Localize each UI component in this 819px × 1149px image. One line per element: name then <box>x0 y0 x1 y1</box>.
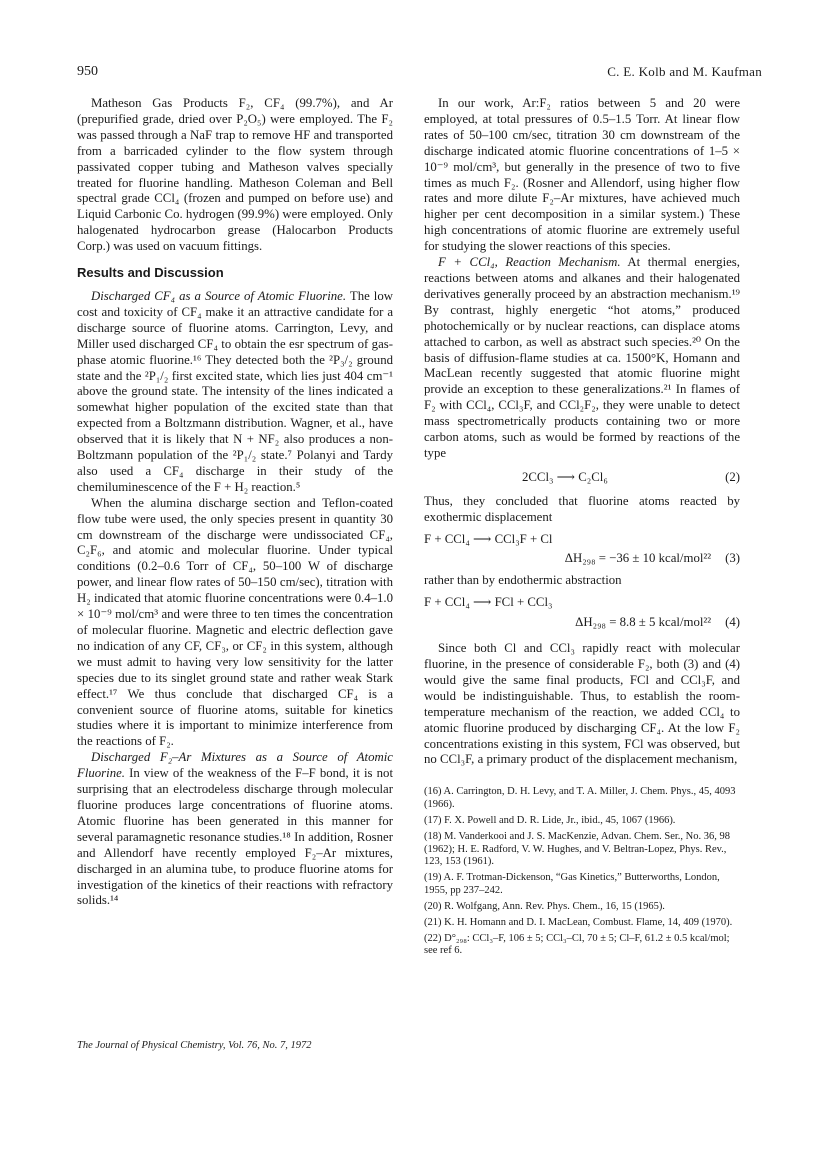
reference-item: (22) D°₂₉₈: CCl₃–F, 106 ± 5; CCl₃–Cl, 70 ± 5; Cl–F, 61.2 ± 0.5 kcal/mol; see ref 6. <box>424 932 730 957</box>
equation-number: (4) <box>725 615 740 630</box>
equation-number: (3) <box>725 551 740 566</box>
paragraph: In our work, Ar:F₂ ratios between 5 and 20 were employed, at total pressures of 0.5–1.5 Torr. At linear flow rates of 50–100 cm/sec, titration 30 cm downstream of the discharge indicated atomic fluorine concentrations of 1–5 × 10⁻⁹ mol/cm³, but generally in the presence of two to five times as much F₂. (Rosner and Allendorf, using higher flow rates and more dilute F₂–Ar mixtures, have achieved much higher per cent decomposition in a similar system.) These high concentrations of atomic fluorine are extremely useful for studying the slower reactions of this species. <box>424 96 740 254</box>
reference-item: (18) M. Vanderkooi and J. S. MacKenzie, Advan. Chem. Ser., No. 36, 98 (1962); H. E. Radford, V. W. Hughes, and V. Beltran-Lopez, Phys. Rev., 123, 153 (1961). <box>424 830 731 868</box>
enthalpy-value: ΔH₂₉₈ = −36 ± 10 kcal/mol²² <box>564 551 712 566</box>
run-in-title: F + CCl₄, Reaction Mechanism. <box>438 255 621 270</box>
paragraph-body: In view of the weakness of the F–F bond, it is not surprising that an electrodeless discharge through molecular fluorine produces large concentrations of fluorine atoms. Atomic fluorine has been generated in this manner for several paramagnetic resonance studies.¹⁸ In addition, Rosner and Allendorf have recently employed F₂–Ar mixtures, discharged in an alumina tube, to produce fluorine atoms for investigation of the kinetics of their reactions with refractory solids.¹⁴ <box>77 766 393 908</box>
equation-3 <box>424 532 740 568</box>
paragraph: Matheson Gas Products F₂, CF₄ (99.7%), and Ar (prepurified grade, dried over P₂O₅) were employed. The F₂ was passed through a NaF trap to remove HF and transported from a barricaded cylinder to the flow system through passivated copper tubing and Matheson valves specially treated for fluorine handling. Matheson Coleman and Bell spectral grade CCl₄ (frozen and pumped on before use) and Liquid Carbonic Co. hydrogen (99.9%) were employed. Only halogenated hydrocarbon grease (Halocarbon Products Corp.) was used on vacuum fittings. <box>77 96 393 254</box>
paragraph: rather than by endothermic abstraction <box>424 573 622 588</box>
right-column <box>424 96 740 961</box>
run-in-title: Discharged CF₄ as a Source of Atomic Fluorine. <box>91 288 347 303</box>
running-head: C. E. Kolb and M. Kaufman <box>607 64 762 79</box>
left-column <box>77 96 393 909</box>
equation-text: F + CCl₄ ⟶ FCl + CCl₃ <box>424 595 553 610</box>
equation-text: 2CCl₃ ⟶ C₂Cl₆ <box>522 469 608 484</box>
enthalpy-value: ΔH₂₉₈ = 8.8 ± 5 kcal/mol²² <box>575 615 712 630</box>
paragraph-body: The low cost and toxicity of CF₄ make it an attractive candidate for a discharge source of fluorine atoms. Carrington, Levy, and Miller used discharged CF₄ to obtain the esr spectrum of gas-phase atomic fluorine.¹⁶ They detected both the ²P₃/₂ ground state and the ²P₁/₂ first excited state, which lies just 404 cm⁻¹ above the ground state. The intensity of the lines indicated a somewhat higher population of the excited state than that expected from a Boltzmann distribution. Wagner, et al., have observed that it is likely that N + NF₂ also produces a non-Boltzmann population of the ²P₁/₂ state.⁷ Polanyi and Tardy also used a CF₄ discharge in their study of the chemiluminescence of the F + H₂ reaction.⁵ <box>77 288 393 494</box>
reference-item: (21) K. H. Homann and D. I. MacLean, Combust. Flame, 14, 409 (1970). <box>424 916 733 928</box>
paragraph: When the alumina discharge section and Teflon-coated flow tube were used, the only species present in quantity 30 cm downstream of the discharge were undissociated CF₄, C₂F₆, and atomic and molecular fluorine. Under typical conditions (0.2–0.6 Torr of CF₄, 50–100 W of discharge power, and linear flow rates of 50–150 cm/sec), titration with H₂ indicated that atomic fluorine concentrations were 0.4–1.0 × 10⁻⁹ mol/cm³ and were three to ten times the concentration of molecular fluorine. Magnetic and electric deflection gave no indication of any CF, CF₃, or CF₂ in this system, although we must admit to having very low sensitivity for the latter species due to its singlet ground state and rather weak Stark effect.¹⁷ We thus conclude that discharged CF₄ is a convenient source of fluorine atoms, suitable for kinetics studies where it is important to minimize interference from the reactions of F₂. <box>77 495 393 749</box>
paragraph-body: At thermal energies, reactions between atoms and alkanes and their halogenated derivatives generally proceed by an abstraction mechanism.¹⁹ By contrast, highly energetic “hot atoms,” produced photochemically or by nuclear reactions, can displace atoms attached to carbon, as well as abstract such species.²⁰ On the basis of diffusion-flame studies at ca. 1500°K, Homann and MacLean recently suggested that atomic fluorine might provide an exception to these generalizations.²¹ In flames of F₂ with CCl₄, CCl₃F, and CCl₂F₂, they were unable to detect mass spectrometrically products containing two or more carbon atoms, such as would be formed by reactions of the type <box>424 255 740 460</box>
equation-text: F + CCl₄ ⟶ CCl₃F + Cl <box>424 531 553 546</box>
equation-number: (2) <box>725 469 740 484</box>
reference-item: (17) F. X. Powell and D. R. Lide, Jr., ibid., 45, 1067 (1966). <box>424 814 676 826</box>
equation-2 <box>424 470 740 486</box>
reference-item: (20) R. Wolfgang, Ann. Rev. Phys. Chem., 16, 15 (1965). <box>424 900 665 912</box>
reference-item: (16) A. Carrington, D. H. Levy, and T. A. Miller, J. Chem. Phys., 45, 4093 (1966). <box>424 786 736 810</box>
paragraph <box>424 255 740 462</box>
journal-footer: The Journal of Physical Chemistry, Vol. 76, No. 7, 1972 <box>77 1040 312 1051</box>
page-number: 950 <box>77 64 98 79</box>
reference-item: (19) A. F. Trotman-Dickenson, “Gas Kinetics,” Butterworths, London, 1955, pp 237–242. <box>424 872 720 896</box>
references <box>424 786 740 957</box>
run-in-title: Discharged F₂–Ar Mixtures as a Source of Atomic Fluorine. <box>77 750 393 781</box>
paragraph: Since both Cl and CCl₃ rapidly react with molecular fluorine, in the presence of considerable F₂, both (3) and (4) would give the same final products, FCl and CCl₃F, and would be indistinguishable. Thus, to establish the room-temperature mechanism of the reaction, we added CCl₄ to atomic fluorine produced by discharging CF₄. At the low F₂ concentrations existing in this system, FCl was observed, but no CCl₃F, a primary product of the displacement mechanism, <box>424 641 740 767</box>
equation-4 <box>424 595 740 631</box>
paragraph <box>77 289 393 496</box>
paragraph <box>77 750 393 909</box>
section-heading: Results and Discussion <box>77 265 224 281</box>
paragraph: Thus, they concluded that fluorine atoms reacted by exothermic displacement <box>424 493 740 524</box>
